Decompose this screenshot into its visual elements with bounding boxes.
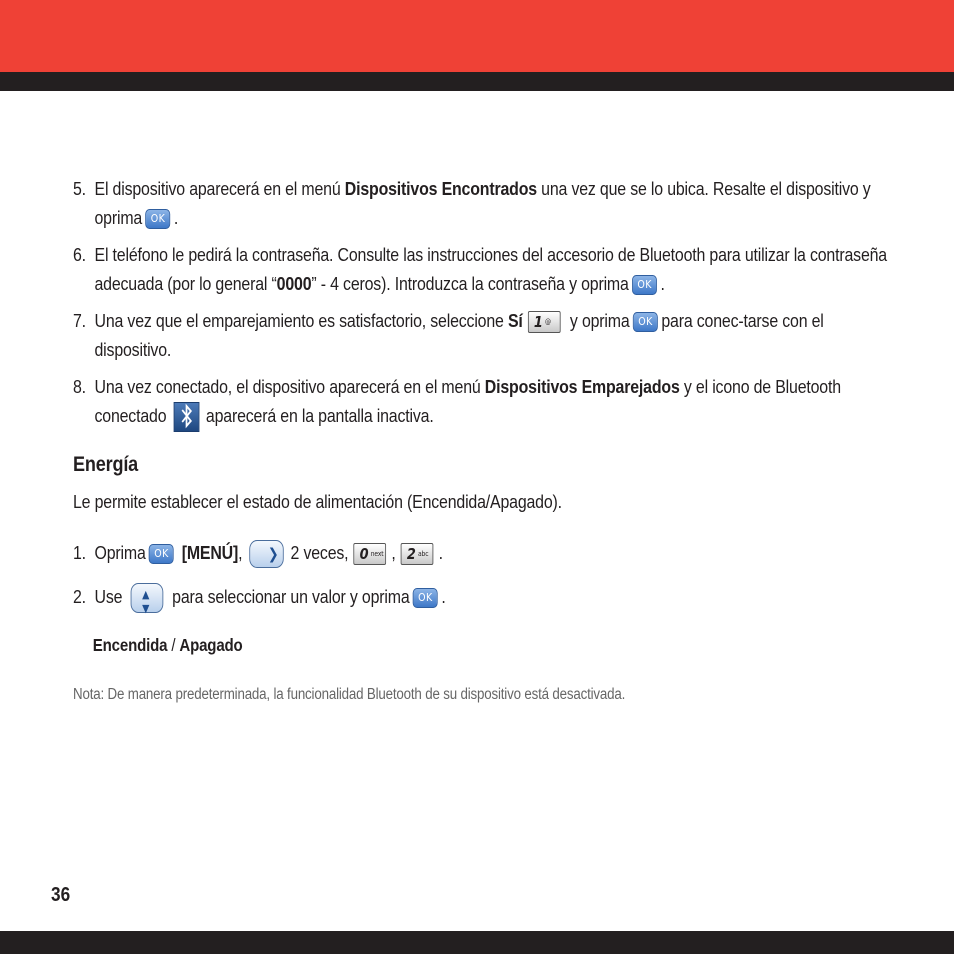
step-text: . <box>660 273 665 294</box>
step-text: El dispositivo aparecerá en el menú <box>94 178 345 199</box>
page-content <box>73 174 894 709</box>
energy-step-1 <box>73 538 894 568</box>
step-text: aparecerá en la pantalla inactiva. <box>205 405 434 426</box>
step-number: 8. <box>73 376 86 397</box>
step-6 <box>73 240 894 298</box>
step-text: . <box>438 542 443 564</box>
step-text: para seleccionar un valor y oprima <box>172 586 410 608</box>
key-letters: @ <box>545 318 551 327</box>
step-text: , <box>391 542 396 564</box>
header-red-band <box>0 0 954 72</box>
step-5 <box>73 174 894 232</box>
step-text: 2 veces, <box>290 542 349 564</box>
note-text: Nota: De manera predeterminada, la funcionalidad Bluetooth de su dispositivo está desactivada. <box>73 686 626 704</box>
step-text: una vez que se lo ubica. Resalte el dispositivo y oprima <box>94 178 871 228</box>
option-yes: Sí <box>507 310 523 331</box>
footer-dark-band <box>0 931 954 954</box>
energy-step-2 <box>73 582 894 616</box>
step-text: y oprima <box>565 310 630 331</box>
ok-key-icon: OK <box>632 275 657 295</box>
step-7 <box>73 306 894 364</box>
step-number: 6. <box>73 244 86 265</box>
key-digit: 2 <box>406 545 416 564</box>
key-digit: 0 <box>359 545 369 564</box>
key-letters: abc <box>418 550 429 559</box>
step-text: y el icono de Bluetooth conectado <box>94 376 841 426</box>
step-number: 7. <box>73 310 86 331</box>
ok-key-icon: OK <box>149 544 174 564</box>
bluetooth-icon <box>173 402 199 432</box>
step-number: 5. <box>73 178 86 199</box>
menu-name: Dispositivos Emparejados <box>484 376 680 397</box>
step-text: para conec-tarse con el dispositivo. <box>94 310 824 360</box>
step-text: ” - 4 ceros). Introduzca la contraseña y oprima <box>311 273 629 294</box>
step-text: Una vez que el emparejamiento es satisfactorio, seleccione <box>94 310 508 331</box>
step-8 <box>73 372 894 432</box>
step-text: Use <box>94 586 123 608</box>
nav-right-key-icon: ❯ <box>249 540 283 568</box>
step-text: . <box>173 207 179 228</box>
step-text: , <box>238 542 243 564</box>
header-dark-band <box>0 72 954 91</box>
section-description: Le permite establecer el estado de alimentación (Encendida/Apagado). <box>73 491 562 513</box>
option-on: Encendida <box>92 635 168 656</box>
page-number: 36 <box>51 884 71 906</box>
ok-key-icon: OK <box>146 209 171 229</box>
option-separator: / <box>167 635 180 656</box>
step-text: Oprima <box>94 542 146 564</box>
step-number: 2. <box>73 586 86 608</box>
menu-name: Dispositivos Encontrados <box>344 178 537 199</box>
ok-key-icon: OK <box>633 312 658 332</box>
key-1-icon <box>528 311 561 333</box>
key-letters: next <box>370 550 384 559</box>
menu-label: [MENÚ] <box>181 542 239 564</box>
nav-up-down-key-icon: ▲ ▼ <box>131 583 164 613</box>
key-0-icon <box>354 543 387 565</box>
key-2-icon <box>401 543 434 565</box>
power-options <box>93 631 895 660</box>
ok-key-icon: OK <box>413 588 438 608</box>
key-digit: 1 <box>533 313 543 332</box>
passcode: 0000 <box>276 273 312 294</box>
step-number: 1. <box>73 542 86 564</box>
option-off: Apagado <box>179 635 243 656</box>
step-text: . <box>441 586 446 608</box>
step-text: Una vez conectado, el dispositivo aparecerá en el menú <box>94 376 485 397</box>
step-text: El teléfono le pedirá la contraseña. Consulte las instrucciones del accesorio de Bluetooth para utilizar la contraseña adecuada (por lo general “ <box>94 244 887 294</box>
section-heading: Energía <box>73 453 139 477</box>
